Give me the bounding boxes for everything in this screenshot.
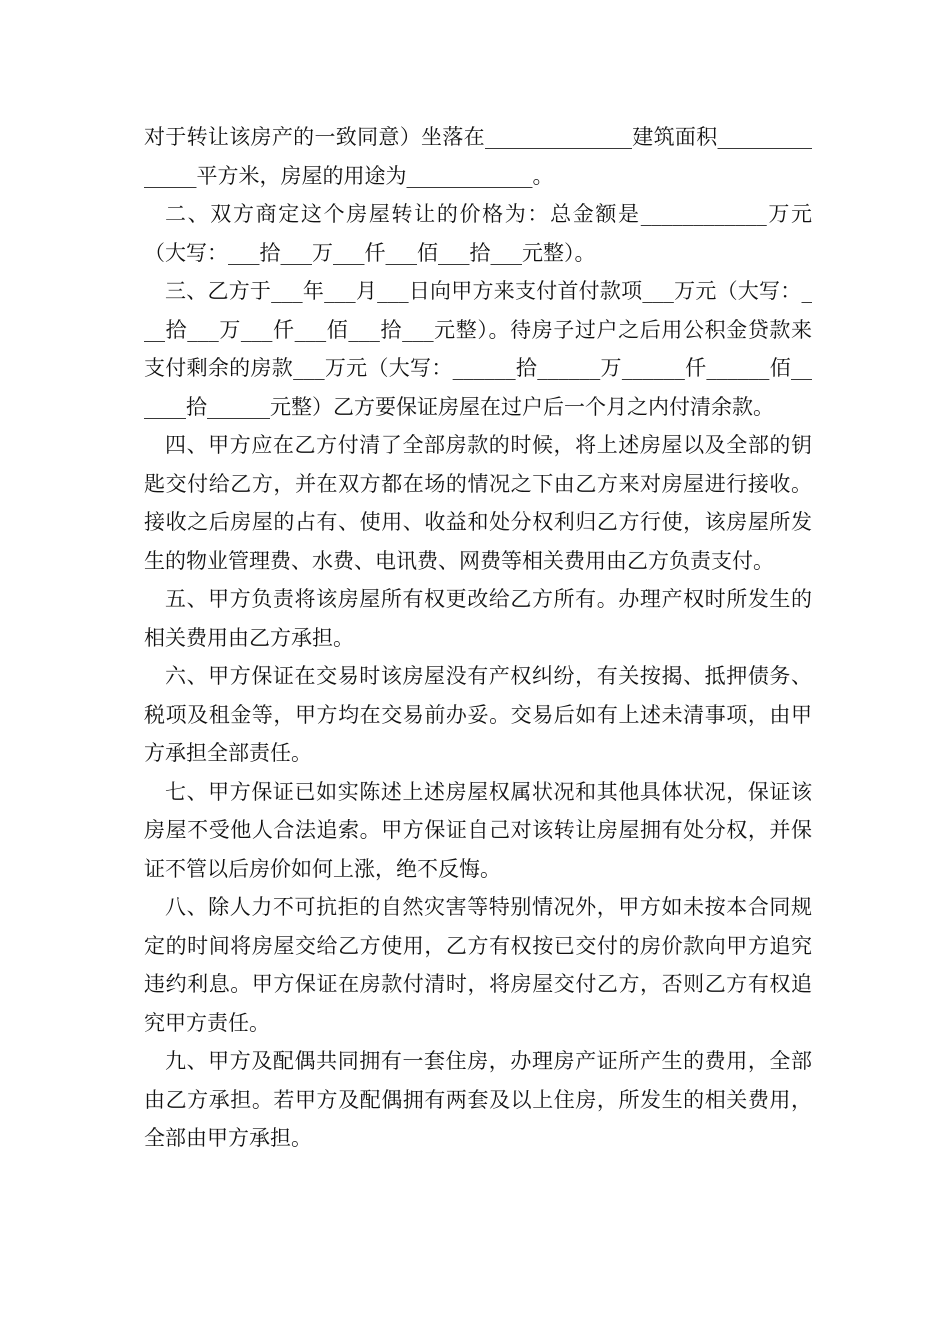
- clause-2-price: 二、双方商定这个房屋转让的价格为：总金额是____________万元（大写：___拾___万___仟___佰___拾___元整）。: [144, 202, 812, 265]
- clause-7-ownership-statement: 七、甲方保证已如实陈述上述房屋权属状况和其他具体状况，保证该房屋不受他人合法追索。甲方保证自己对该转让房屋拥有处分权，并保证不管以后房价如何上涨，绝不反悔。: [144, 779, 812, 881]
- clause-4-handover: 四、甲方应在乙方付清了全部房款的时候，将上述房屋以及全部的钥匙交付给乙方，并在双方都在场的情况之下由乙方来对房屋进行接收。接收之后房屋的占有、使用、收益和处分权利归乙方行使，该房屋所发生的物业管理费、水费、电讯费、网费等相关费用由乙方负责支付。: [144, 433, 812, 573]
- clause-8-breach: 八、除人力不可抗拒的自然灾害等特别情况外，甲方如未按本合同规定的时间将房屋交给乙方使用，乙方有权按已交付的房价款向甲方追究违约利息。甲方保证在房款付清时，将房屋交付乙方，否则乙方有权追究甲方责任。: [144, 895, 812, 1035]
- clause-9-fees: 九、甲方及配偶共同拥有一套住房，办理房产证所产生的费用，全部由乙方承担。若甲方及配偶拥有两套及以上住房，所发生的相关费用，全部由甲方承担。: [144, 1049, 812, 1150]
- clause-5-title-transfer: 五、甲方负责将该房屋所有权更改给乙方所有。办理产权时所发生的相关费用由乙方承担。: [144, 587, 812, 650]
- clause-6-guarantee: 六、甲方保证在交易时该房屋没有产权纠纷，有关按揭、抵押债务、税项及租金等，甲方均在交易前办妥。交易后如有上述未清事项，由甲方承担全部责任。: [144, 664, 812, 765]
- clause-3-payment: 三、乙方于___年___月___日向甲方来支付首付款项___万元（大写：___拾___万___仟___佰___拾___元整）。待房子过户之后用公积金贷款来支付剩余的房款___万元（大写：______拾______万______仟______佰______拾______元整）乙方要保证房屋在过户后一个月之内付清余款。: [144, 279, 812, 419]
- paragraph-location-area: 对于转让该房产的一致同意）坐落在______________建筑面积______________平方米，房屋的用途为____________。: [144, 125, 812, 188]
- contract-body: [144, 118, 812, 1158]
